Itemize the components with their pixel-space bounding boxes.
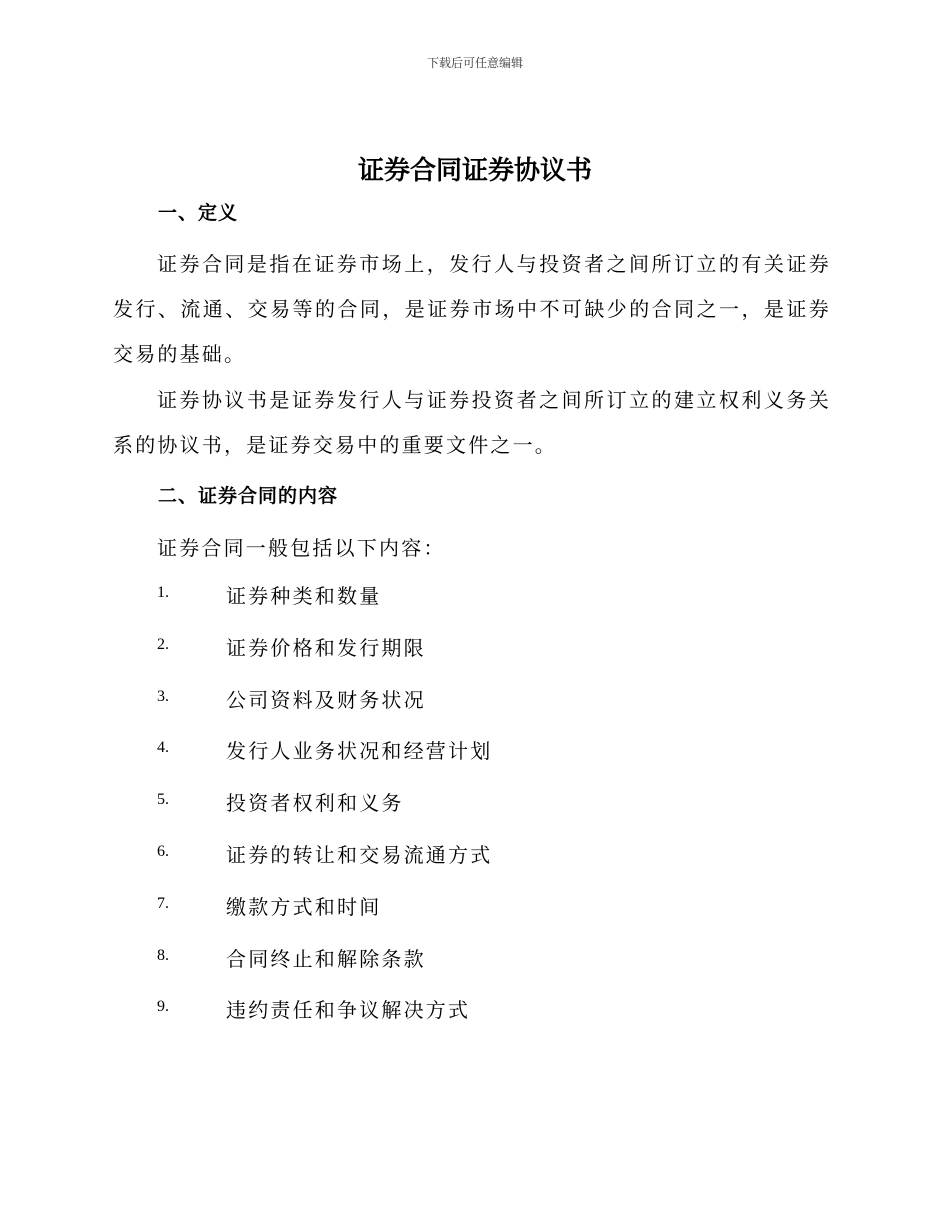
list-item-number: 5. xyxy=(157,791,169,809)
list-item-number: 2. xyxy=(157,635,169,653)
list-item-text: 缴款方式和时间 xyxy=(226,894,382,919)
list-item-text: 发行人业务状况和经营计划 xyxy=(226,739,493,764)
list-item-number: 4. xyxy=(157,739,169,757)
list-item-number: 9. xyxy=(157,998,169,1016)
list-item-text: 合同终止和解除条款 xyxy=(226,946,426,971)
list-item-number: 3. xyxy=(157,687,169,705)
list-item-text: 证券的转让和交易流通方式 xyxy=(226,842,493,867)
definition-paragraph-agreement: 证券协议书是证券发行人与证券投资者之间所订立的建立权利义务关系的协议书，是证券交易中的重要文件之一。 xyxy=(113,388,831,457)
list-item-number: 7. xyxy=(157,894,169,912)
list-item-number: 8. xyxy=(157,946,169,964)
list-item-text: 公司资料及财务状况 xyxy=(226,687,426,712)
contents-intro: 证券合同一般包括以下内容： xyxy=(157,536,446,560)
list-item-text: 投资者权利和义务 xyxy=(226,791,404,816)
list-item-text: 证券价格和发行期限 xyxy=(226,635,426,660)
list-item-text: 证券种类和数量 xyxy=(226,584,382,608)
section-heading-definition: 一、定义 xyxy=(158,202,239,224)
section-heading-contents: 二、证券合同的内容 xyxy=(158,485,339,507)
header-note: 下载后可任意编辑 xyxy=(426,56,523,70)
list-item-number: 6. xyxy=(157,842,169,860)
list-item-number: 1. xyxy=(157,584,169,601)
list-item-text: 违约责任和争议解决方式 xyxy=(226,998,471,1023)
definition-paragraph-contract: 证券合同是指在证券市场上，发行人与投资者之间所订立的有关证券发行、流通、交易等的合同，是证券市场中不可缺少的合同之一，是证券交易的基础。 xyxy=(113,252,831,366)
document-title: 证券合同证券协议书 xyxy=(357,156,592,186)
